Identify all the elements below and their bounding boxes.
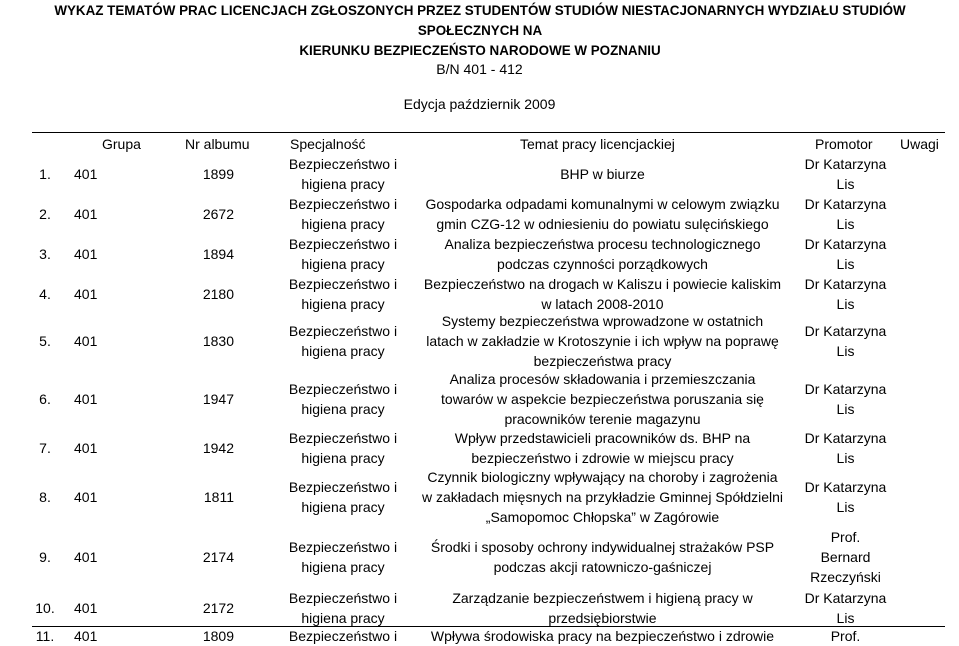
- album-cell: [74, 428, 234, 468]
- promotor-cell: [798, 468, 893, 526]
- row-number-text: 9.: [39, 549, 51, 565]
- topic-cell-line: przedsiębiorstwie: [548, 610, 657, 626]
- topic-cell-line: bezpieczeństwo i zdrowie w miejscu pracy: [471, 450, 734, 466]
- group-number: 401: [74, 286, 98, 302]
- specialty-cell: [278, 312, 408, 370]
- specialty-cell-line: Bezpieczeństwo i: [288, 156, 398, 172]
- row-number: [20, 312, 70, 370]
- topic-cell: [410, 526, 795, 588]
- specialty-cell-line: higiena pracy: [301, 216, 385, 232]
- specialty-cell-line: Bezpieczeństwo i: [288, 628, 398, 644]
- topic-cell-line: Bezpieczeństwo na drogach w Kaliszu i powiecie kaliskim: [423, 276, 782, 292]
- specialty-cell-line: Bezpieczeństwo i: [288, 381, 398, 397]
- album-cell: [74, 312, 234, 370]
- topic-cell-line: Gospodarka odpadami komunalnymi w celowym związku: [425, 196, 780, 212]
- specialty-cell: [278, 626, 408, 646]
- specialty-cell-line: Bezpieczeństwo i: [288, 196, 398, 212]
- topic-cell-line: Zarządzanie bezpieczeństwem i higieną pracy w: [452, 590, 753, 606]
- specialty-cell-line: Bezpieczeństwo i: [288, 539, 398, 555]
- topic-cell-line: „Samopomoc Chłopska” w Zagórowie: [485, 509, 720, 525]
- group-number: 401: [74, 549, 98, 565]
- promotor-cell-line: Lis: [836, 343, 855, 359]
- promotor-cell: [798, 370, 893, 428]
- table-row: [0, 370, 959, 428]
- row-number: [20, 194, 70, 234]
- topic-cell-line: BHP w biurze: [560, 166, 645, 182]
- promotor-cell: [798, 154, 893, 194]
- document-title: [4, 1, 956, 61]
- specialty-cell-line: higiena pracy: [301, 450, 385, 466]
- row-number: [20, 468, 70, 526]
- topic-cell-line: latach w zakładzie w Krotoszynie i ich wpływ na poprawę: [426, 333, 779, 349]
- topic-cell-line: Środki i sposoby ochrony indywidualnej strażaków PSP: [430, 539, 775, 555]
- album-number: 1811: [203, 489, 234, 505]
- row-number-text: 4.: [39, 286, 51, 302]
- table-row: [0, 428, 959, 468]
- row-number: [20, 154, 70, 194]
- group-number: 401: [74, 206, 98, 222]
- row-number: [20, 428, 70, 468]
- promotor-cell-line: Dr Katarzyna: [804, 156, 887, 172]
- topic-cell-line: podczas czynności porządkowych: [497, 256, 708, 272]
- row-number-text: 3.: [39, 246, 51, 262]
- specialty-cell: [278, 194, 408, 234]
- promotor-cell-line: Lis: [836, 499, 855, 515]
- topic-cell-line: pracowników terenie magazynu: [504, 411, 701, 427]
- topic-cell-line: Systemy bezpieczeństwa wprowadzone w ostatnich: [441, 313, 764, 329]
- group-number: 401: [74, 333, 98, 349]
- specialty-cell-line: higiena pracy: [301, 343, 385, 359]
- promotor-cell-line: Dr Katarzyna: [804, 323, 887, 339]
- promotor-cell-line: Dr Katarzyna: [804, 276, 887, 292]
- album-cell: [74, 626, 234, 646]
- specialty-cell-line: Bezpieczeństwo i: [288, 430, 398, 446]
- table-row: [0, 154, 959, 194]
- group-number: 401: [74, 600, 98, 616]
- promotor-cell-line: Lis: [836, 450, 855, 466]
- promotor-cell-line: Prof.: [830, 628, 861, 644]
- topic-cell-line: Wpływa środowiska pracy na bezpieczeństwo i zdrowie: [430, 628, 775, 644]
- table-row: [0, 526, 959, 588]
- album-number: 1894: [202, 246, 234, 262]
- table-row: [0, 626, 959, 646]
- album-number: 1830: [202, 333, 234, 349]
- row-number: [20, 626, 70, 646]
- specialty-cell-line: higiena pracy: [301, 296, 385, 312]
- promotor-cell: [798, 526, 893, 588]
- topic-cell-line: Czynnik biologiczny wpływający na choroby i zagrożenia: [427, 469, 778, 485]
- header-uwagi: Uwagi: [900, 136, 939, 152]
- specialty-cell: [278, 588, 408, 628]
- album-cell: [74, 234, 234, 274]
- promotor-cell-line: Lis: [836, 401, 855, 417]
- edition-label: Edycja październik 2009: [403, 96, 556, 112]
- specialty-cell: [278, 274, 408, 314]
- specialty-cell: [278, 154, 408, 194]
- header-promotor: Promotor: [815, 136, 873, 152]
- header-spec: Specjalność: [290, 136, 366, 152]
- promotor-cell-line: Lis: [836, 296, 855, 312]
- topic-cell-line: gmin CZG-12 w odniesieniu do powiatu sulęcińskiego: [436, 216, 769, 232]
- row-number-text: 8.: [39, 489, 51, 505]
- album-number: 2172: [202, 600, 234, 616]
- specialty-cell-line: Bezpieczeństwo i: [288, 590, 398, 606]
- header-topic: Temat pracy licencjackiej: [520, 136, 675, 152]
- album-number: 1899: [202, 166, 234, 182]
- promotor-cell: [798, 312, 893, 370]
- topic-cell: [410, 274, 795, 314]
- specialty-cell-line: Bezpieczeństwo i: [288, 276, 398, 292]
- specialty-cell-line: Bezpieczeństwo i: [288, 323, 398, 339]
- table-row: [0, 274, 959, 314]
- promotor-cell-line: Lis: [836, 216, 855, 232]
- promotor-cell: [798, 234, 893, 274]
- promotor-cell: [798, 588, 893, 628]
- album-number: 1942: [202, 440, 234, 456]
- header-grupa: Grupa: [102, 136, 141, 152]
- promotor-cell-line: Dr Katarzyna: [804, 381, 887, 397]
- row-number-text: 1.: [39, 166, 51, 182]
- promotor-cell-line: Dr Katarzyna: [804, 479, 887, 495]
- row-number-text: 5.: [39, 333, 51, 349]
- topic-cell-line: towarów w aspekcie bezpieczeństwa poruszania się: [441, 391, 764, 407]
- album-number: 1947: [202, 391, 234, 407]
- promotor-cell-line: Dr Katarzyna: [804, 430, 887, 446]
- album-number: 1809: [202, 628, 234, 644]
- topic-cell: [410, 234, 795, 274]
- album-cell: [74, 370, 234, 428]
- promotor-cell-line: Bernard: [820, 549, 871, 565]
- topic-cell: [410, 428, 795, 468]
- specialty-cell-line: higiena pracy: [301, 559, 385, 575]
- specialty-cell: [278, 234, 408, 274]
- promotor-cell-line: Rzeczyński: [810, 569, 881, 585]
- table-row: [0, 194, 959, 234]
- promotor-cell: [798, 194, 893, 234]
- promotor-cell-line: Dr Katarzyna: [804, 236, 887, 252]
- album-number: 2174: [202, 549, 234, 565]
- album-cell: [74, 194, 234, 234]
- row-number-text: 11.: [35, 628, 55, 644]
- row-number: [20, 526, 70, 588]
- topic-cell: [410, 312, 795, 370]
- topic-cell: [410, 588, 795, 628]
- album-number: 2672: [202, 206, 234, 222]
- table-row: [0, 468, 959, 526]
- specialty-cell-line: higiena pracy: [301, 499, 385, 515]
- row-number: [20, 274, 70, 314]
- table-row: [0, 588, 959, 628]
- promotor-cell: [798, 428, 893, 468]
- topic-cell: [410, 154, 795, 194]
- row-number-text: 6.: [39, 391, 51, 407]
- table-row: [0, 234, 959, 274]
- row-number-text: 7.: [39, 440, 51, 456]
- promotor-cell-line: Lis: [836, 176, 855, 192]
- album-number: 2180: [202, 286, 234, 302]
- album-cell: [74, 274, 234, 314]
- title-line-2: KIERUNKU BEZPIECZEŃSTO NARODOWE W POZNANIU: [299, 43, 661, 58]
- topic-cell: [410, 370, 795, 428]
- promotor-cell-line: Lis: [836, 256, 855, 272]
- specialty-cell: [278, 468, 408, 526]
- row-11-top-border: [32, 626, 945, 627]
- group-number: 401: [74, 246, 98, 262]
- album-cell: [74, 468, 234, 526]
- topic-cell-line: podczas akcji ratowniczo-gaśniczej: [493, 559, 712, 575]
- specialty-cell: [278, 428, 408, 468]
- group-number: 401: [74, 489, 98, 505]
- specialty-cell-line: Bezpieczeństwo i: [288, 479, 398, 495]
- table-top-border: [32, 132, 945, 133]
- row-number: [20, 234, 70, 274]
- table-row: [0, 312, 959, 370]
- promotor-cell-line: Prof.: [830, 529, 861, 545]
- group-number: 401: [74, 440, 98, 456]
- group-label: B/N 401 - 412: [436, 61, 523, 77]
- row-number: [20, 370, 70, 428]
- row-number-text: 2.: [39, 206, 51, 222]
- group-number: 401: [74, 166, 98, 182]
- album-cell: [74, 154, 234, 194]
- promotor-cell-line: Dr Katarzyna: [804, 590, 887, 606]
- topic-cell-line: Analiza bezpieczeństwa procesu technologicznego: [444, 236, 761, 252]
- promotor-cell-line: Lis: [836, 610, 855, 626]
- topic-cell: [410, 626, 795, 646]
- specialty-cell: [278, 526, 408, 588]
- group-number: 401: [74, 628, 98, 644]
- row-number-text: 10.: [35, 600, 55, 616]
- group-number: 401: [74, 391, 98, 407]
- album-cell: [74, 588, 234, 628]
- topic-cell-line: w latach 2008-2010: [541, 296, 664, 312]
- topic-cell: [410, 194, 795, 234]
- promotor-cell-line: Dr Katarzyna: [804, 196, 887, 212]
- specialty-cell-line: higiena pracy: [301, 610, 385, 626]
- promotor-cell: [798, 274, 893, 314]
- topic-cell-line: w zakładach mięsnych na przykładzie Gminnej Spółdzielni: [421, 489, 784, 505]
- topic-cell-line: bezpieczeństwa pracy: [533, 353, 672, 369]
- header-album: Nr albumu: [185, 136, 250, 152]
- topic-cell-line: Analiza procesów składowania i przemieszczania: [449, 371, 756, 387]
- specialty-cell-line: higiena pracy: [301, 176, 385, 192]
- specialty-cell-line: Bezpieczeństwo i: [288, 236, 398, 252]
- title-line-1: WYKAZ TEMATÓW PRAC LICENCJACH ZGŁOSZONYCH PRZEZ STUDENTÓW STUDIÓW NIESTACJONARNYCH WYDZIAŁU STUDIÓW SPOŁECZNYCH NA: [54, 3, 906, 38]
- specialty-cell-line: higiena pracy: [301, 256, 385, 272]
- topic-cell-line: Wpływ przedstawicieli pracowników ds. BHP na: [454, 430, 751, 446]
- specialty-cell: [278, 370, 408, 428]
- specialty-cell-line: higiena pracy: [301, 401, 385, 417]
- promotor-cell: [798, 626, 893, 646]
- topic-cell: [410, 468, 795, 526]
- row-number: [20, 588, 70, 628]
- album-cell: [74, 526, 234, 588]
